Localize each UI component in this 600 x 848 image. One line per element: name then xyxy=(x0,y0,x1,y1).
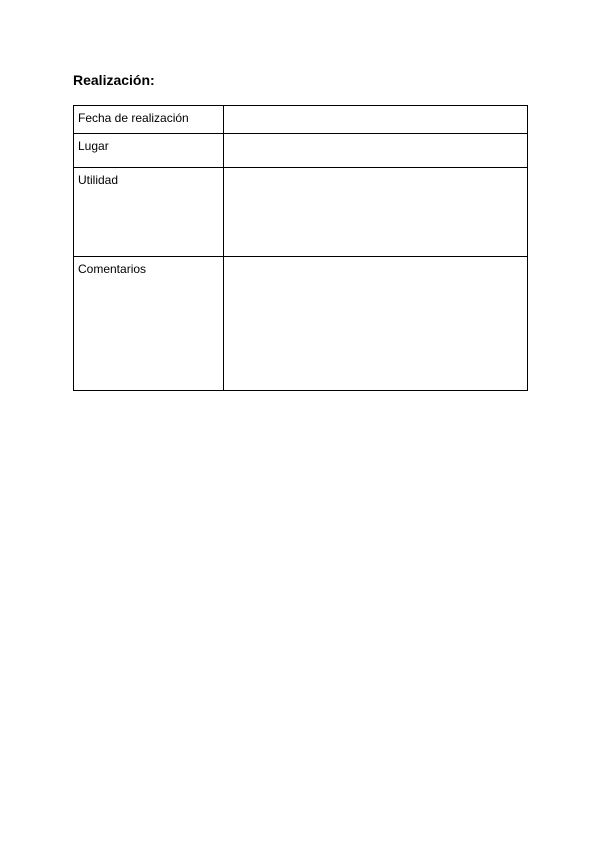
value-utilidad xyxy=(224,168,528,257)
label-fecha-de-realizacion: Fecha de realización xyxy=(74,106,224,134)
value-fecha-de-realizacion xyxy=(224,106,528,134)
realizacion-table xyxy=(73,105,528,391)
value-comentarios xyxy=(224,257,528,391)
label-lugar: Lugar xyxy=(74,134,224,168)
table-row-lugar xyxy=(74,134,528,168)
label-utilidad: Utilidad xyxy=(74,168,224,257)
page-title: Realización: xyxy=(73,72,155,88)
label-comentarios: Comentarios xyxy=(74,257,224,391)
table-row-utilidad xyxy=(74,168,528,257)
table-row-comentarios xyxy=(74,257,528,391)
value-lugar xyxy=(224,134,528,168)
table-row-fecha xyxy=(74,106,528,134)
